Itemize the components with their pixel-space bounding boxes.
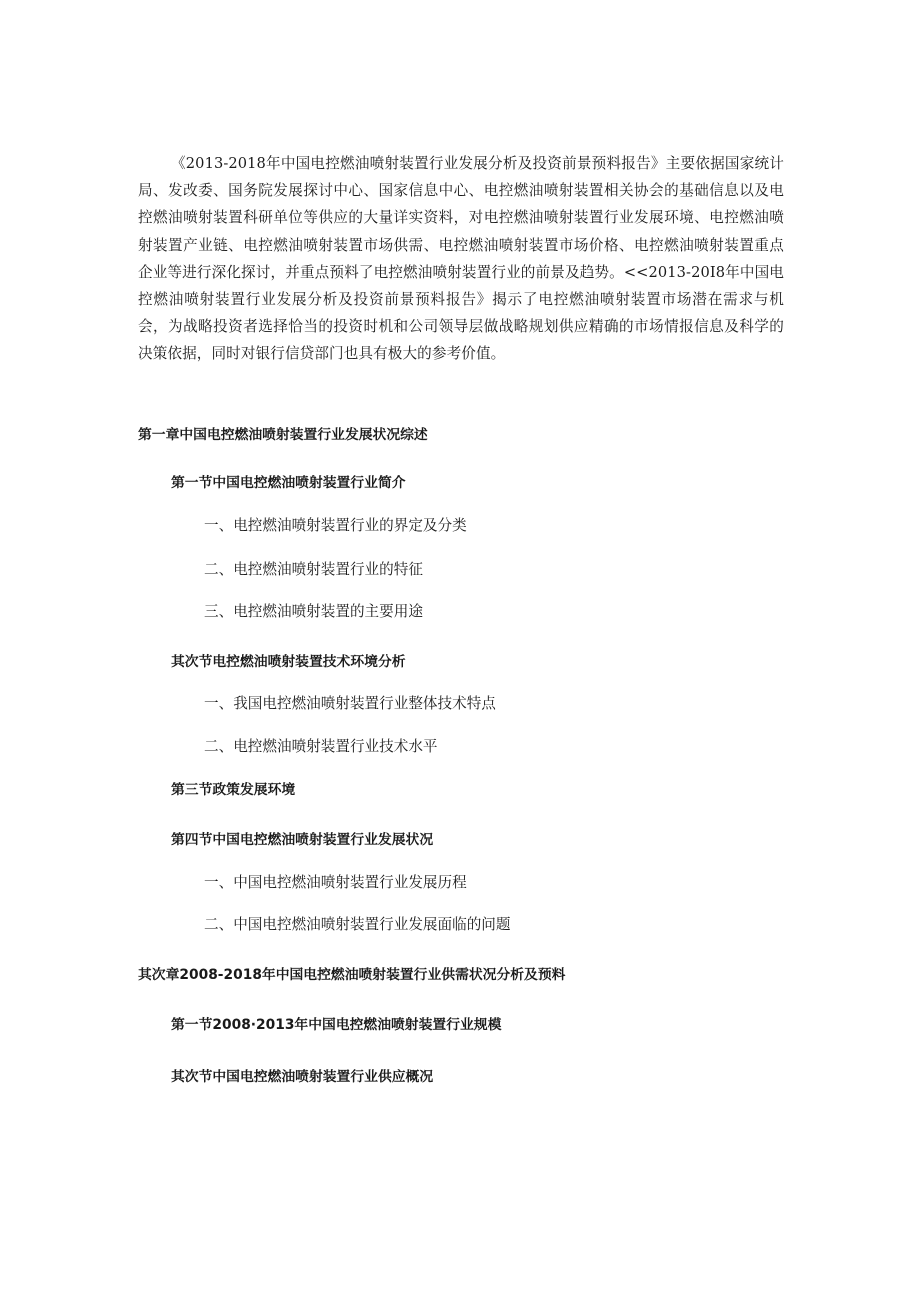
section-2-1-heading: 第一节2008·2013年中国电控燃油喷射装置行业规模 — [171, 1017, 502, 1033]
item-1-4-2: 二、中国电控燃油喷射装置行业发展面临的问题 — [204, 916, 511, 933]
item-1-4-1: 一、中国电控燃油喷射装置行业发展历程 — [204, 874, 467, 891]
intro-paragraph: 《2013-2018年中国电控燃油喷射装置行业发展分析及投资前景预料报告》主要依据国家统计局、发改委、国务院发展探讨中心、国家信息中心、电控燃油喷射装置相关协会的基础信息以及电控燃油喷射装置科研单位等供应的大量详实资料，对电控燃油喷射装置行业发展环境、电控燃油喷射装置产业链、电控燃油喷射装置市场供需、电控燃油喷射装置市场价格、电控燃油喷射装置重点企业等进行深化探讨，并重点预料了电控燃油喷射装置行业的前景及趋势。<<2013-20I8年中国电控燃油喷射装置行业发展分析及投资前景预料报告》揭示了电控燃油喷射装置市场潜在需求与机会，为战略投资者选择恰当的投资时机和公司领导层做战略规划供应精确的市场情报信息及科学的决策依据，同时对银行信贷部门也具有极大的参考价值。 — [138, 155, 784, 363]
section-2-2-heading: 其次节中国电控燃油喷射装置行业供应概况 — [171, 1069, 434, 1085]
item-1-1-2: 二、电控燃油喷射装置行业的特征 — [204, 561, 423, 578]
section-1-1-heading: 第一节中国电控燃油喷射装置行业简介 — [171, 475, 406, 491]
chapter-1-heading: 第一章中国电控燃油喷射装置行业发展状况综述 — [138, 427, 428, 443]
item-1-1-3: 三、电控燃油喷射装置的主要用途 — [204, 603, 423, 620]
section-1-3-heading: 第三节政策发展环境 — [171, 782, 296, 798]
item-1-2-1: 一、我国电控燃油喷射装置行业整体技术特点 — [204, 695, 496, 712]
section-1-2-heading: 其次节电控燃油喷射装置技术环境分析 — [171, 654, 406, 670]
chapter-2-heading: 其次章2008-2018年中国电控燃油喷射装置行业供需状况分析及预料 — [138, 967, 566, 983]
section-1-4-heading: 第四节中国电控燃油喷射装置行业发展状况 — [171, 832, 434, 848]
item-1-1-1: 一、电控燃油喷射装置行业的界定及分类 — [204, 517, 467, 534]
item-1-2-2: 二、电控燃油喷射装置行业技术水平 — [204, 738, 438, 755]
